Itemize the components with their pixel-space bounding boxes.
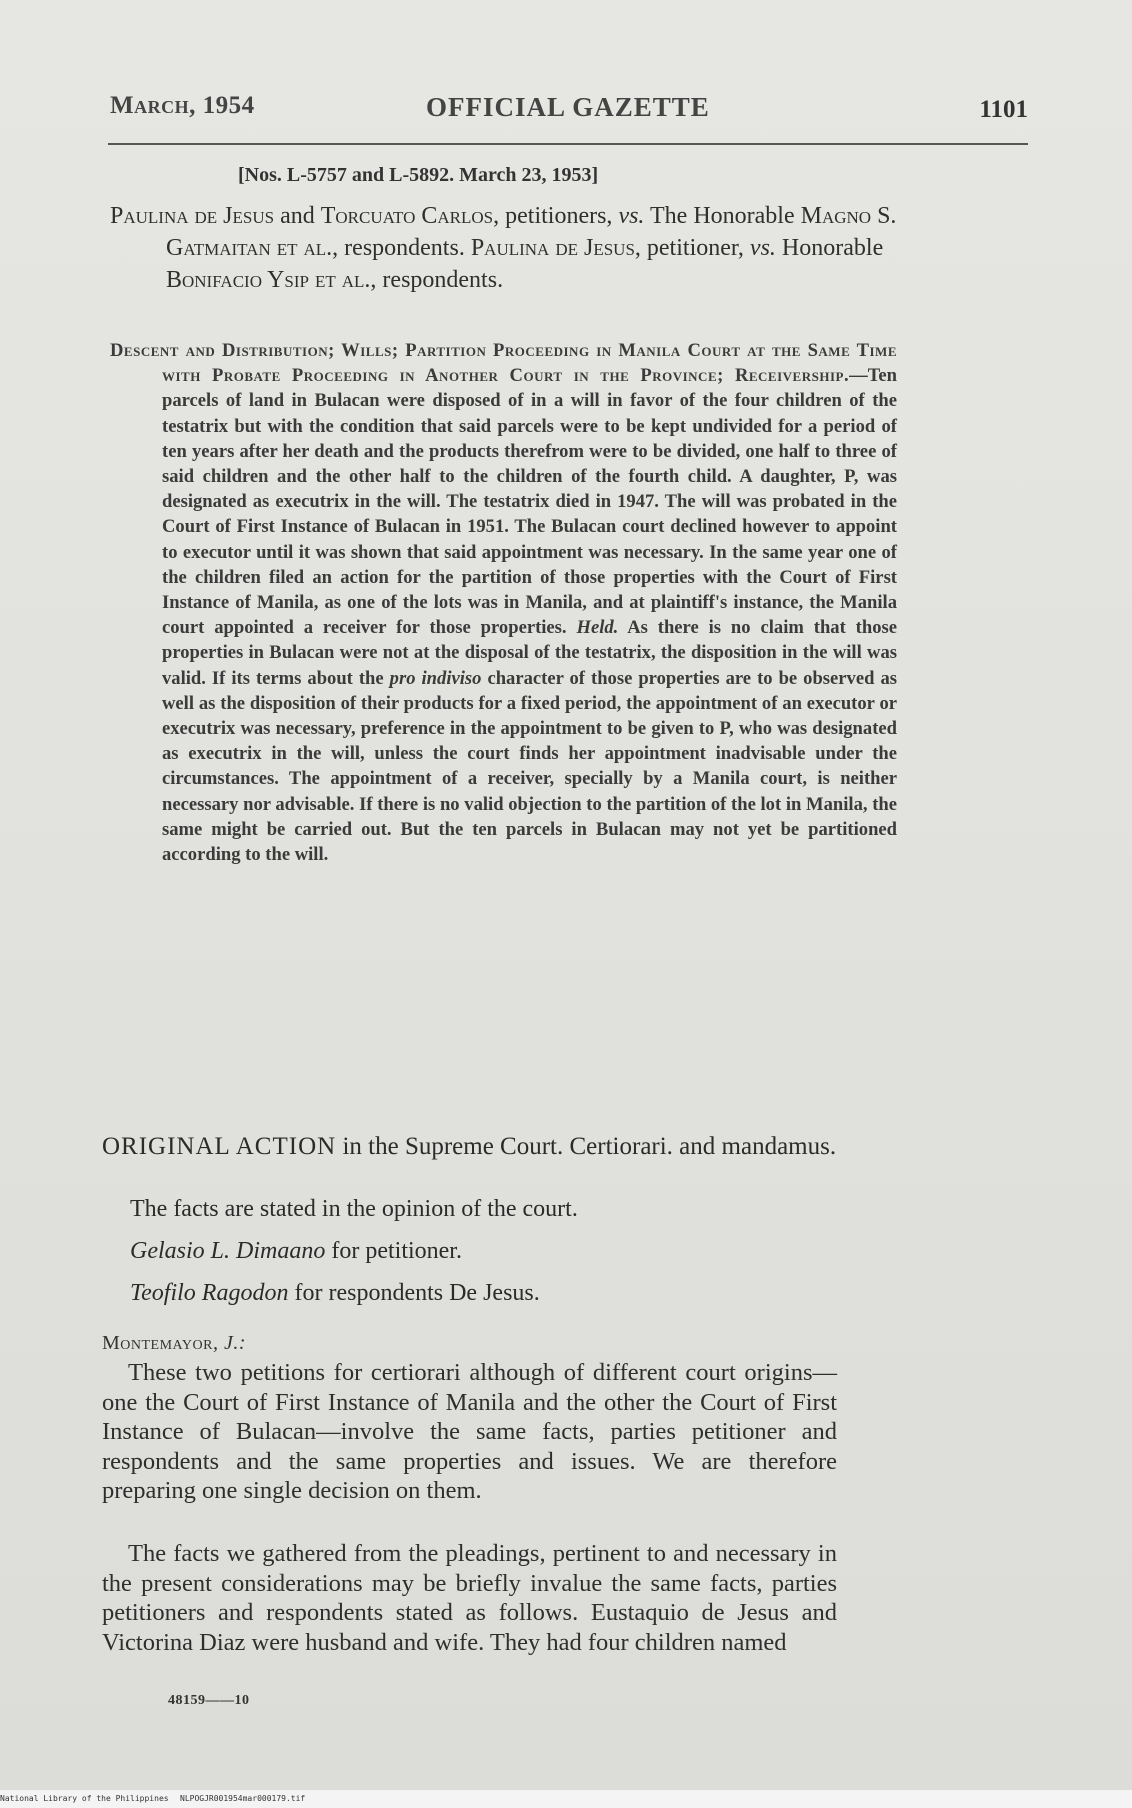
versus: vs.	[749, 235, 776, 261]
header-date: March, 1954	[110, 92, 255, 119]
facts-statement: The facts are stated in the opinion of the court.	[130, 1196, 578, 1222]
case-number: [Nos. L-5757 and L-5892. March 23, 1953]	[238, 164, 599, 186]
syllabus-body: character of those properties are to be observed as well as the disposition of their products for a fixed period, the appointment of an executor or executrix was necessary, preference in the appointment to be given to P, who was designated as executrix in the will, unless the court finds her appointment inadvisable under the circumstances. The appointment of a receiver, specially by a Manila court, is neither necessary nor advisable. If there is no valid objection to the partition of the lot in Manila, the same might be carried out. But the ten parcels in Bulacan may not yet be partitioned according to the will.	[162, 667, 897, 866]
held-label: Held.	[576, 617, 619, 639]
case-parties	[110, 200, 916, 296]
ponente	[102, 1332, 246, 1355]
counsel-line	[130, 1238, 462, 1265]
opinion-paragraph: These two petitions for certiorari although of different court origins—one the Court of First Instance of Manila and the other the Court of First Instance of Bulacan—involve the same facts, parties petitioner and respondents and the same properties and issues. We are therefore preparing one single decision on them.	[102, 1359, 837, 1504]
counsel-role: for respondents De Jesus.	[288, 1280, 540, 1306]
syllabus-paragraph	[110, 338, 897, 867]
versus: vs.	[618, 203, 645, 229]
party-name: Bonifacio Ysip et al.	[166, 267, 371, 293]
syllabus-body: —Ten parcels of land in Bulacan were disposed of in a will in favor of the four children of the testatrix but with the condition that said parcels were to be kept undivided for a period of ten years after her death and the products therefrom were to be divided, one half to three of said children and the other half to the children of the fourth child. A daughter, P, was designated as executrix in the will. The testatrix died in 1947. The will was probated in the Court of First Instance of Bulacan in 1951. The Bulacan court declined however to appoint to executor until it was shown that said appointment was necessary. In the same year one of the children filed an action for the partition of those properties with the Court of First Instance of Manila, as one of the lots was in Manila, and at plaintiff's instance, the Manila court appointed a receiver for those properties.	[162, 365, 897, 639]
counsel-name: Gelasio L. Dimaano	[130, 1238, 326, 1264]
counsel-role: for petitioner.	[325, 1238, 462, 1264]
party-name: Paulina de Jesus	[110, 203, 275, 229]
party-connector: and	[274, 203, 321, 229]
party-role: , petitioners,	[493, 203, 619, 229]
syllabus-headings: Descent and Distribution; Wills; Partition Proceeding in Manila Court at the Same Time with Probate Proceeding in Another Court in the Province; Receivership.	[110, 340, 897, 387]
party-prefix: The Honorable	[644, 203, 801, 229]
party-role: , respondents.	[370, 267, 504, 293]
counsel-line	[130, 1280, 540, 1307]
latin-term: pro indiviso	[389, 667, 482, 689]
judge-title: , J.:	[212, 1332, 246, 1354]
header-page-number: 1101	[979, 96, 1028, 123]
party-name: Torcuato Carlos	[320, 203, 494, 229]
party-name: Magno S. Gatmaitan et al.	[166, 203, 897, 261]
original-action-lead: ORIGINAL ACTION	[102, 1133, 337, 1160]
party-role: , respondents.	[332, 235, 471, 261]
header-title: OFFICIAL GAZETTE	[426, 92, 710, 122]
counsel-name: Teofilo Ragodon	[130, 1280, 289, 1306]
printer-number: 48159——10	[168, 1693, 250, 1708]
party-name: Paulina de Jesus	[470, 235, 635, 261]
opinion-paragraph: The facts we gathered from the pleadings, pertinent to and necessary in the present considerations may be briefly invalue the same facts, parties petitioners and respondents stated as follows. Eustaquio de Jesus and Victorina Diaz were husband and wife. They had four children named	[102, 1540, 837, 1656]
syllabus-body: As there is no claim that those properties in Bulacan were not at the disposal of the testatrix, the disposition in the will was valid. If its terms about the	[162, 617, 897, 689]
scan-footer	[0, 1790, 1132, 1808]
library-credit: National Library of the Philippines	[0, 1794, 169, 1803]
scan-filename: NLPOGJR001954mar000179.tif	[180, 1794, 306, 1803]
original-action-text: in the Supreme Court. Certiorari. and mandamus.	[336, 1133, 837, 1160]
judge-name: Montemayor	[102, 1332, 213, 1354]
page-header	[108, 92, 1028, 132]
header-rule	[108, 143, 1028, 145]
party-prefix: Honorable	[775, 235, 884, 261]
party-role: , petitioner,	[634, 235, 750, 261]
original-action	[102, 1130, 898, 1164]
